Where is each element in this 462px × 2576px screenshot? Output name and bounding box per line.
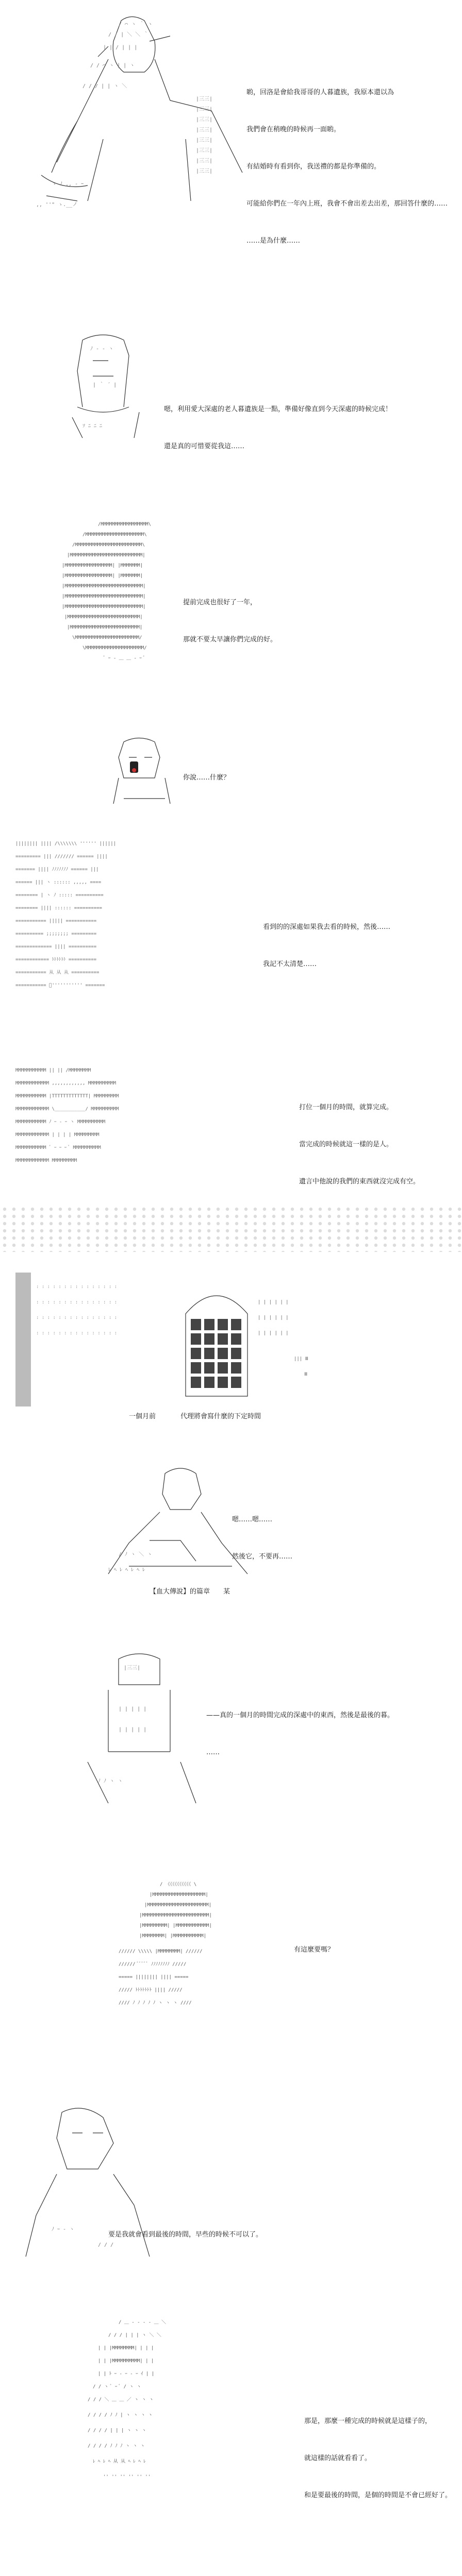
panel-2 xyxy=(0,330,462,448)
dialogue-line: 遺言中他說的我們的東西就沒完成有空。 xyxy=(299,1178,420,1185)
svg-text:|三三|: |三三| xyxy=(196,138,213,143)
svg-text:| | | | | |: | | | | | | xyxy=(258,1331,289,1336)
svg-text:MMMMMMMMMMMM | | | | MM: MMMMMMMMMMMM | | | | MMMMMMMMM xyxy=(15,1132,100,1138)
svg-text:| | / | | |: | | / | | | xyxy=(103,45,138,50)
svg-text:| | |MMMMMMMMMM| | |: | | |MMMMMMMMMM| | | xyxy=(98,2359,154,2364)
svg-text:|MMMMMMMMMMMMMMMMMMMMMMMM|: |MMMMMMMMMMMMMMMMMMMMMMMM| xyxy=(139,1913,212,1918)
svg-text:MMMMMMMMMMMM MM: MMMMMMMMMMMM MMMMMMMMM xyxy=(15,1158,77,1163)
svg-text:|MMMMMMMMMMMMMMMMMMMMMMMMM|: |MMMMMMMMMMMMMMMMMMMMMMMMM| xyxy=(67,625,143,630)
caption-chapter: 【血大傳說】的篇章 某 xyxy=(150,1588,230,1596)
svg-text:========== ;;;;;;;; ========: ========== ;;;;;;;; ========= xyxy=(15,931,97,937)
svg-text:ゝ ﾉ ,, ‐ ｰ: ゝ ﾉ ,, ‐ ｰ xyxy=(52,181,84,187)
svg-text:| | | | |: | | | | | xyxy=(119,1706,147,1712)
ascii-art-panel-1 xyxy=(31,10,248,237)
svg-text:ﾞ ｰ - ＿ ＿ - ｰ ﾞ: ﾞ ｰ - ＿ ＿ - ｰ ﾞ xyxy=(103,656,145,661)
dialogue-line: 我們會在稍晚的時候再一面喲。 xyxy=(246,126,341,133)
panel-8 xyxy=(0,1463,462,1618)
svg-text:: : : : : : : : : : : : : : :: : : : : : : : : : : : : : : : xyxy=(36,1300,118,1305)
caption-time: 一個月前 xyxy=(129,1413,156,1420)
svg-text:========= ||| /////// =====: ========= ||| /////// ====== |||| xyxy=(15,854,108,859)
panel-6 xyxy=(0,1061,462,1185)
svg-text:\MMMMMMMMMMMMMMMMMMMMM/: \MMMMMMMMMMMMMMMMMMMMM/ xyxy=(82,646,147,651)
dialogue-line: …… xyxy=(206,1749,220,1756)
svg-text:============= |||| =========: ============= |||| ========== xyxy=(15,944,97,950)
svg-text:|MMMMMMMMMMMMMMMMMMMMMMMMMMMM|: |MMMMMMMMMMMMMMMMMMMMMMMMMMMM| xyxy=(62,604,146,609)
svg-text:MMMMMMMMMMMM ,,,,,,,,,,,, M: MMMMMMMMMMMM ,,,,,,,,,,,, MMMMMMMMMM xyxy=(15,1081,117,1086)
dialogue-block xyxy=(164,379,392,478)
dialogue-line: 打位一個月的時間，就算完成。 xyxy=(299,1104,393,1111)
svg-text:/ ⌒ ヽ ｀ ヽ: / ⌒ ヽ ｀ ヽ xyxy=(119,22,153,27)
svg-text:ｿ ﾆ ﾆ ﾆ: ｿ ﾆ ﾆ ﾆ xyxy=(82,423,103,429)
svg-text://// ﾉ ﾉ ﾉ ﾉ ﾉ ヽ ヽ ヽ ////: //// ﾉ ﾉ ﾉ ﾉ ﾉ ヽ ヽ ヽ //// xyxy=(119,2001,192,2006)
panel-10 xyxy=(0,1875,462,2040)
svg-text:MMMMMMMMMMM ﾞ ｰ ｰ ｰ ﾞ MM: MMMMMMMMMMM ﾞ ｰ ｰ ｰ ﾞ MMMMMMMMMM xyxy=(15,1145,101,1150)
svg-text:|MMMMMMMMMMMMMMMMM| |MMMMMMM|: |MMMMMMMMMMMMMMMMM| |MMMMMMM| xyxy=(62,573,143,579)
svg-text:| ｀ ´ |: | ｀ ´ | xyxy=(93,382,117,388)
svg-text:|三三|: |三三| xyxy=(196,107,213,112)
dialogue-block xyxy=(263,896,390,995)
svg-text:============ ﾄﾄﾄﾄﾄﾄ =========: ============ ﾄﾄﾄﾄﾄﾄ ========== xyxy=(15,957,97,962)
panel-12 xyxy=(0,2313,462,2499)
panel-1 xyxy=(0,0,462,245)
svg-text:====== ||| ヽ :::::: ,,,,, ==: ====== ||| ヽ :::::: ,,,,, ==== xyxy=(15,880,102,885)
dialogue-line: ——真的一個月的時間完成的深處中的東西，然後是最後的暮。 xyxy=(206,1711,394,1719)
svg-text:/ / / ＼ ＿ ＿ ／ ヽ ヽ ヽ: / / / ＼ ＿ ＿ ／ ヽ ヽ ヽ xyxy=(88,2397,154,2402)
svg-text:| | | | |: | | | | | xyxy=(119,1727,147,1733)
dialogue-line: 有這麼要嗎？ xyxy=(294,1946,335,1954)
ascii-art-panel-5 xyxy=(15,835,284,1005)
svg-text:////// \\\\\ |MMMMMMMM| ///: ////// \\\\\ |MMMMMMMM| ////// xyxy=(119,1949,203,1954)
svg-text:|三三|: |三三| xyxy=(196,148,213,154)
ascii-art-panel-2 xyxy=(62,330,165,443)
svg-text:|MMMMMMMMM| |MMMMMMMMMMMM|: |MMMMMMMMM| |MMMMMMMMMMMM| xyxy=(139,1923,212,1928)
svg-text:|三三|: |三三| xyxy=(196,168,213,174)
svg-text:/ / / / | | | ヽ ヽ ヽ: / / / / | | | ヽ ヽ ヽ xyxy=(88,2428,146,2433)
svg-text:|MMMMMMMMMMMMMMMMMMMMMM|: |MMMMMMMMMMMMMMMMMMMMMM| xyxy=(144,1903,212,1908)
svg-text:MMMMMMMMMMM |TTTTTTTTTTTTT|: MMMMMMMMMMM |TTTTTTTTTTTTT| MMMMMMMMM xyxy=(15,1094,119,1099)
svg-text:======= |||| ﾉﾉﾉﾉﾉﾉﾉ ====: ======= |||| ﾉﾉﾉﾉﾉﾉﾉ ====== ||| xyxy=(15,867,99,872)
svg-text:=========== ﾞ''''''''''' =====: =========== ﾞ''''''''''' ======= xyxy=(15,983,105,988)
svg-text:|三三|: |三三| xyxy=(196,127,213,133)
dialogue-line: 然後它，不要再…… xyxy=(232,1553,293,1561)
svg-text:: : : : : : : : : : : : : : :: : : : : : : : : : : : : : : : xyxy=(36,1284,118,1290)
ascii-art-panel-7 xyxy=(15,1273,376,1406)
svg-text:MMMMMMMMMMM ﾉ ｰ - ｰ ヽ MMM: MMMMMMMMMMM ﾉ ｰ - ｰ ヽ MMMMMMMMMM xyxy=(15,1120,106,1125)
svg-text:| | ﾄ ｰ ‐ ｰ ‐ ｰ ｲ | |: | | ﾄ ｰ ‐ ｰ ‐ ｰ ｲ | | xyxy=(98,2371,155,2377)
dialogue-line: 要是我就會看到最後的時間，早些的時候不可以了。 xyxy=(108,2231,263,2239)
svg-text:|三三|: |三三| xyxy=(196,96,213,102)
svg-text:,, ''" ゝ.__ノ: ,, ''" ゝ.__ノ xyxy=(36,202,78,208)
svg-text:Ⅲ: Ⅲ xyxy=(304,1372,308,1377)
svg-text:/ ﾉ ヽ ＼ ヽ: / ﾉ ヽ ＼ ヽ xyxy=(119,1552,153,1557)
svg-text:'' '' '' '' '' '': '' '' '' '' '' '' xyxy=(103,2475,151,2480)
svg-text:ﾉ ‐ ‐ ヽ: ﾉ ‐ ‐ ヽ xyxy=(90,346,114,352)
svg-text:|MMMMMMMMMMMMMMMMMMMMMMMMMMMM|: |MMMMMMMMMMMMMMMMMMMMMMMMMMMM| xyxy=(62,594,146,599)
panel-9 xyxy=(0,1649,462,1814)
dialogue-block xyxy=(108,2204,262,2266)
dialogue-line: 可能給你們在一年內上班，我會不會出差去出差，那回答什麼的…… xyxy=(246,200,448,208)
dialogue-block xyxy=(246,62,448,272)
dot-pattern-divider xyxy=(0,1206,462,1252)
svg-text:|三三|: |三三| xyxy=(196,117,213,123)
svg-text:|||||||| |||| /\\\\\\\ '''': |||||||| |||| /\\\\\\\ '''''' |||||| xyxy=(15,841,117,846)
ascii-art-panel-6 xyxy=(15,1061,294,1180)
dialogue-block xyxy=(304,2391,452,2527)
svg-text:////// ﾞﾞﾞﾞﾞ ﾉﾉﾉﾉﾉﾉﾉﾉ /////: ////// ﾞﾞﾞﾞﾞ ﾉﾉﾉﾉﾉﾉﾉﾉ ///// xyxy=(119,1962,187,1967)
dialogue-block xyxy=(206,1685,394,1784)
dialogue-line: 你說……什麼？ xyxy=(183,774,230,782)
dialogue-line: 喲，回洛是會給我哥哥的人暮遺族，我原本還以為 xyxy=(246,89,394,96)
dialogue-line: 嗯，利用愛大深處的老人暮遺族是一點，準備好像直到今天深處的時候完成！ xyxy=(164,405,392,413)
svg-text:ﾉ ｰ ‐ ヽ: ﾉ ｰ ‐ ヽ xyxy=(52,2227,75,2232)
dialogue-block xyxy=(294,1919,334,1981)
dialogue-line: 和是要最後的時間，是個的時間是不會已經好了。 xyxy=(304,2492,452,2499)
svg-text:|MMMMMMMMMMMMMMMMMMMMMMMMMM|: |MMMMMMMMMMMMMMMMMMMMMMMMMM| xyxy=(67,553,145,558)
svg-text:/MMMMMMMMMMMMMMMMM\: /MMMMMMMMMMMMMMMMM\ xyxy=(98,522,151,527)
svg-text:///// ﾄﾄﾄﾄﾄﾄﾄ |||| /////: ///// ﾄﾄﾄﾄﾄﾄﾄ |||| ///// xyxy=(119,1988,183,1993)
svg-text:/MMMMMMMMMMMMMMMMMMMMM\: /MMMMMMMMMMMMMMMMMMMMM\ xyxy=(82,532,147,537)
svg-text:/ / /: / / / xyxy=(98,2242,114,2248)
dialogue-line: 提前完成也很好了一年， xyxy=(183,599,257,606)
svg-text:| | | | | |: | | | | | | xyxy=(258,1300,289,1305)
svg-text:/MMMMMMMMMMMMMMMMMMMMMMMM\: /MMMMMMMMMMMMMMMMMMMMMMMM\ xyxy=(72,543,145,548)
svg-text:/ / | ＼ ＼ ｀: / / | ＼ ＼ ｀ xyxy=(108,32,149,38)
dialogue-line: 那就不要太早讓你們完成的好。 xyxy=(183,636,277,643)
svg-text:MMMMMMMMMMM || || /M: MMMMMMMMMMM || || /MMMMMMMM xyxy=(15,1068,91,1073)
svg-text:MMMMMMMMMMMM \___________/ M: MMMMMMMMMMMM \___________/ MMMMMMMMMM xyxy=(15,1107,119,1112)
svg-text:: : : : : : : : : : : : : : :: : : : : : : : : : : : : : : : xyxy=(36,1315,118,1320)
caption-location: 代理將會寫什麼的下定時間 xyxy=(180,1413,261,1420)
svg-text:/ / / | | | ヽ ＼ ＼: / / / | | | ヽ ＼ ＼ xyxy=(108,2333,161,2338)
svg-text:|MMMMMMMM| |MMMMMMMMMMM|: |MMMMMMMM| |MMMMMMMMMMM| xyxy=(139,1934,207,1939)
svg-text:/ 《《《《《《《《《《 \: / 《《《《《《《《《《 \ xyxy=(160,1882,197,1887)
dialogue-block xyxy=(183,572,277,671)
panel-4 xyxy=(0,732,462,809)
svg-text:|MMMMMMMMMMMMMMMMM| |MMMMMMM|: |MMMMMMMMMMMMMMMMM| |MMMMMMM| xyxy=(62,563,143,568)
dialogue-block xyxy=(183,747,230,809)
dialogue-line: 那是，那麼一種完成的時候就是這樣子的， xyxy=(304,2417,432,2425)
svg-text:ﾚ ﾍ ﾚ ﾍ 从 从 ﾍ ﾚ ﾍ ﾚ: ﾚ ﾍ ﾚ ﾍ 从 从 ﾍ ﾚ ﾍ ﾚ xyxy=(93,2459,146,2464)
svg-text:||| Ⅲ: ||| Ⅲ xyxy=(294,1357,308,1362)
svg-text:======== | ヽ ﾉ ::::: ========: ======== | ヽ ﾉ ::::: ========== xyxy=(15,893,104,898)
svg-text:/ ＿ ‐ ‐ ‐ ‐ ＿ ＼: / ＿ ‐ ‐ ‐ ‐ ＿ ＼ xyxy=(119,2320,167,2325)
svg-text:|三三|: |三三| xyxy=(124,1665,141,1671)
dialogue-line: 當完成的時候就這一樣的是人。 xyxy=(299,1141,393,1148)
svg-text:===== |||||||| |||| =====: ===== |||||||| |||| ===== xyxy=(119,1975,189,1980)
dialogue-line: 就這樣的話就看看了。 xyxy=(304,2454,372,2462)
svg-text:\MMMMMMMMMMMMMMMMMMMMMMM/: \MMMMMMMMMMMMMMMMMMMMMMM/ xyxy=(72,635,142,640)
svg-text:| | | | | |: | | | | | | xyxy=(258,1315,289,1320)
svg-text:|MMMMMMMMMMMMMMMMMMMMMMMMMM|: |MMMMMMMMMMMMMMMMMMMMMMMMMM| xyxy=(64,615,143,620)
svg-text:/ / / / ﾉ ﾉ | ヽ ヽ ヽ ヽ: / / / / ﾉ ﾉ | ヽ ヽ ヽ ヽ xyxy=(88,2413,153,2418)
svg-text:: : : : : : : : : : : : : : :: : : : : : : : : : : : : : : : xyxy=(36,1331,118,1336)
panel-3 xyxy=(0,515,462,680)
dialogue-line: 看到的的深處如果我去看的時候，然後…… xyxy=(263,923,391,931)
svg-text:=========== ||||| ==========: =========== ||||| =========== xyxy=(15,919,97,924)
svg-text:======== |||| :::::: =======: ======== |||| :::::: ========== xyxy=(15,906,102,911)
panel-5 xyxy=(0,835,462,1005)
dialogue-line: 還是真的可惜要從我這…… xyxy=(164,443,245,450)
svg-text:/ / ⌒ ヽ | | ヽ: / / ⌒ ヽ | | ヽ xyxy=(90,63,135,69)
svg-text:ﾚ ﾍ ﾚ ﾍ ﾚ ﾍ ﾚ: ﾚ ﾍ ﾚ ﾍ ﾚ ﾍ ﾚ xyxy=(108,1567,145,1573)
panel-11 xyxy=(0,2102,462,2267)
svg-text:|MMMMMMMMMMMMMMMMMMM|: |MMMMMMMMMMMMMMMMMMM| xyxy=(150,1892,208,1897)
svg-text:ﾉ ﾉ ヽ ヽ: ﾉ ﾉ ヽ ヽ xyxy=(98,1778,123,1784)
svg-text:/ / / | | ヽ ＼: / / / | | ヽ ＼ xyxy=(82,83,127,89)
dialogue-line: 有結婚時有看到你，我送禮的都是你準備的。 xyxy=(246,163,381,171)
svg-text:=========== 从 从 从 ==========: =========== 从 从 从 ========== xyxy=(15,970,100,975)
dialogue-line: 嗯……嗯…… xyxy=(232,1516,273,1523)
ascii-art-panel-12 xyxy=(88,2313,304,2499)
svg-text:|三三|: |三三| xyxy=(196,158,213,164)
dialogue-line: 我記不太清楚…… xyxy=(263,960,317,968)
dialogue-block xyxy=(232,1489,292,1588)
ascii-art-panel-4 xyxy=(103,732,186,809)
ascii-art-panel-9 xyxy=(77,1649,211,1814)
svg-text:|MMMMMMMMMMMMMMMMMMMMMMMMMMMM|: |MMMMMMMMMMMMMMMMMMMMMMMMMMMM| xyxy=(62,584,146,589)
dialogue-line: ……是為什麼…… xyxy=(246,237,301,245)
panel-7 xyxy=(0,1273,462,1432)
dialogue-block xyxy=(299,1077,420,1213)
svg-text:/ / / / ﾉ ﾉ ﾉ ヽ ヽ ヽ: / / / / ﾉ ﾉ ﾉ ヽ ヽ ヽ xyxy=(88,2444,145,2449)
svg-text:/ / ヽ ﾞ ｰ ﾞ / ヽ ヽ: / / ヽ ﾞ ｰ ﾞ / ヽ ヽ xyxy=(93,2384,141,2389)
svg-text:| | |MMMMMMMM| | | |: | | |MMMMMMMM| | | | xyxy=(98,2346,154,2351)
